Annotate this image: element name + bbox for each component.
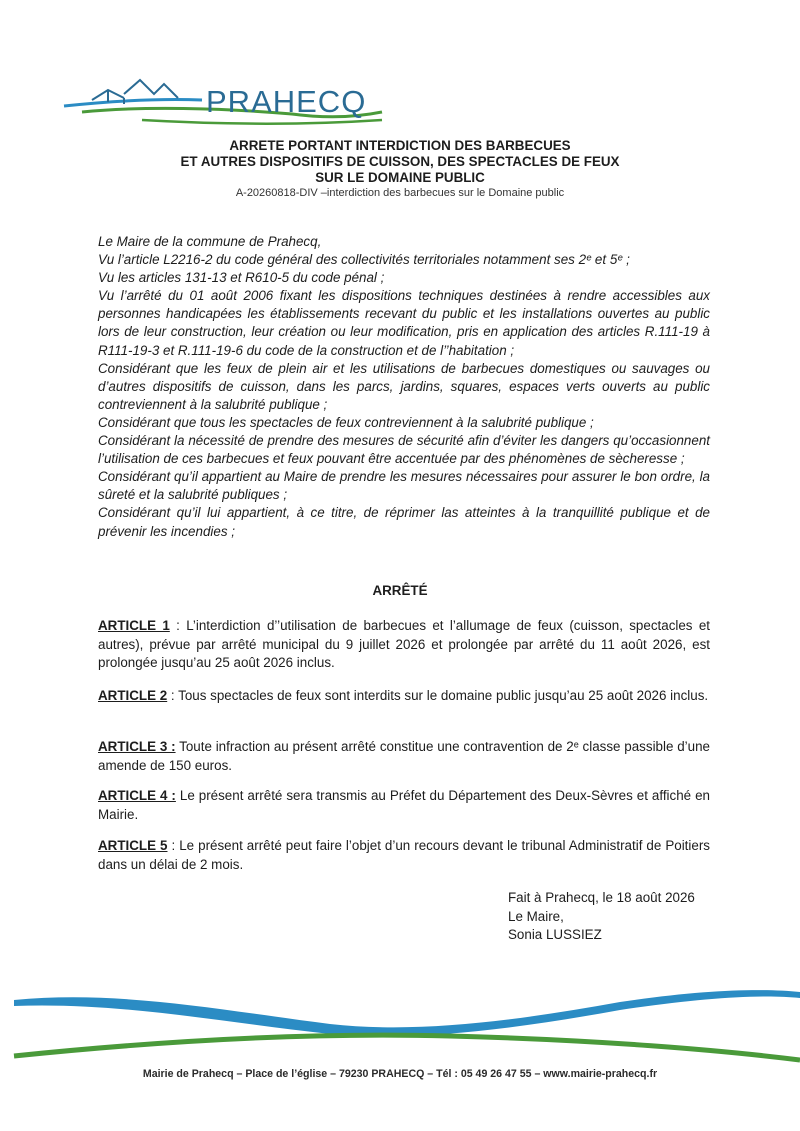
preamble-paragraph: Considérant la nécessité de prendre des mesures de sécurité afin d’éviter les dangers qu’occasionnent l’utilisation de ces barbecues et feux pouvant être accentuée par des phénomènes de sècheresse ;	[98, 433, 710, 467]
article-label: ARTICLE 4 :	[98, 788, 176, 803]
preamble-paragraph: Considérant qu’il lui appartient, à ce titre, de réprimer las atteintes à la tranquillité publique et de prévenir les incendies ;	[98, 505, 710, 539]
logo-text: PRAHECQ	[206, 84, 367, 119]
title-line-1: ARRETE PORTANT INTERDICTION DES BARBECUES	[229, 138, 571, 153]
preamble-line: Vu l’article L2216-2 du code général des collectivités territoriales notamment ses 2ᵉ et 5ᵉ ;	[98, 252, 630, 268]
arrete-heading: ARRÊTÉ	[372, 583, 428, 598]
preamble-line: Le Maire de la commune de Prahecq,	[98, 234, 322, 249]
article-label: ARTICLE 3 :	[98, 739, 176, 754]
article-2	[98, 687, 710, 706]
title-line-2: ET AUTRES DISPOSITIFS DE CUISSON, DES SPECTACLES DE FEUX	[180, 154, 620, 169]
article-text: Le présent arrêté sera transmis au Préfet du Département des Deux-Sèvres et affiché en Mairie.	[98, 788, 710, 822]
preamble-line: Vu les articles 131-13 et R610-5 du code pénal ;	[98, 270, 385, 286]
preamble-paragraph: Considérant qu’il appartient au Maire de prendre les mesures nécessaires pour assurer le bon ordre, la sûreté et la salubrité publiques ;	[98, 469, 710, 503]
article-3	[98, 738, 710, 775]
article-label: ARTICLE 2	[98, 688, 168, 703]
preamble-paragraph: Vu l’arrêté du 01 août 2006 fixant les dispositions techniques destinées à rendre accessibles aux personnes handicapées les établissements recevant du public et les installations ouvertes au public lors de leur construction, leur création ou leur modification, pris en application des articles R.111-19 à R111-19-3 et R.111-19-6 du code de la construction et de l’’habitation ;	[98, 288, 710, 358]
document-title	[0, 138, 800, 186]
article-4	[98, 787, 710, 824]
article-text: Toute infraction au présent arrêté constitue une contravention de 2ᵉ classe passible d’une amende de 150 euros.	[98, 739, 710, 773]
signature-role: Le Maire,	[508, 908, 564, 924]
article-text: : Tous spectacles de feux sont interdits sur le domaine public jusqu’au 25 août 2026 inclus.	[167, 688, 709, 703]
article-5	[98, 837, 710, 874]
preamble-line: Considérant que tous les spectacles de feux contreviennent à la salubrité publique ;	[98, 414, 594, 430]
article-text: : L’interdiction d’’utilisation de barbecues et l’allumage de feux (cuisson, spectacles et autres), prévue par arrêté municipal du 9 juillet 2026 et prolongée par arrêté du 11 août 2026, est prolongée jusqu’au 25 août 2026 inclus.	[98, 618, 710, 670]
preamble-paragraph: Considérant que les feux de plein air et les utilisations de barbecues domestiques ou sauvages ou d’autres dispositifs de cuisson, dans les parcs, jardins, squares, espaces verts ouverts au public contreviennent à la salubrité publique ;	[98, 360, 710, 412]
signature-block	[508, 889, 695, 945]
document-reference: A-20260818-DIV –interdiction des barbecues sur le Domaine public	[235, 187, 565, 199]
article-text: : Le présent arrêté peut faire l’objet d’un recours devant le tribunal Administratif de Poitiers dans un délai de 2 mois.	[98, 838, 710, 872]
signature-name: Sonia LUSSIEZ	[508, 927, 602, 942]
article-label: ARTICLE 1	[98, 618, 170, 633]
title-line-3: SUR LE DOMAINE PUBLIC	[315, 170, 485, 185]
signature-place-date: Fait à Prahecq, le 18 août 2026	[508, 890, 695, 905]
article-1	[98, 617, 710, 673]
article-label: ARTICLE 5	[98, 838, 168, 853]
footer-wave-decoration	[0, 980, 800, 1070]
preamble	[98, 233, 710, 541]
footer-contact: Mairie de Prahecq – Place de l’église – 79230 PRAHECQ – Tél : 05 49 26 47 55 – www.mairie-prahecq.fr	[142, 1068, 658, 1080]
